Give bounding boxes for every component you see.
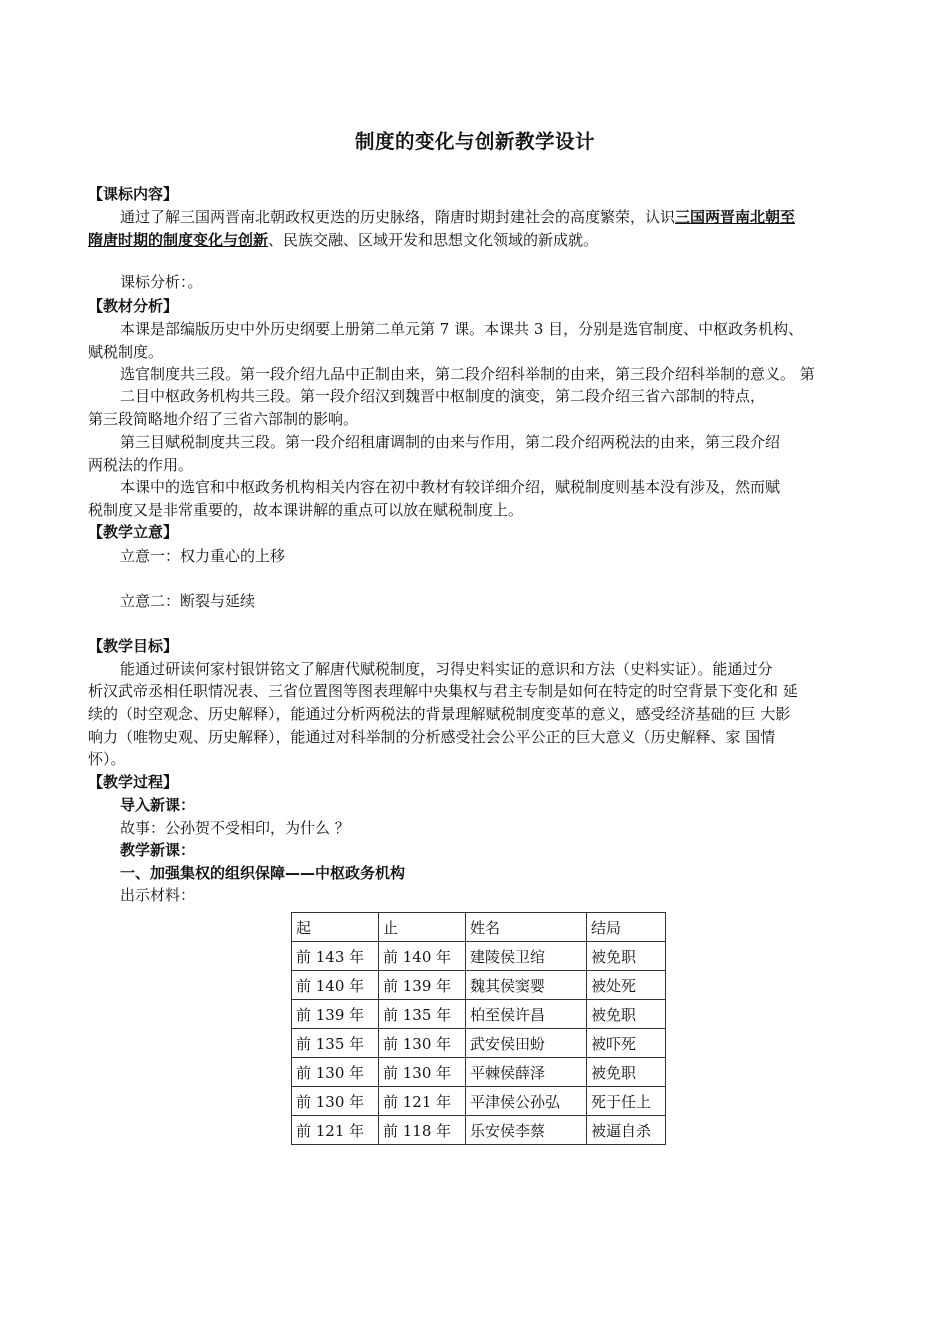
table-cell: 死于任上 xyxy=(587,1087,666,1116)
table-header-cell: 起 xyxy=(292,913,379,942)
textbook-line: 第三目赋税制度共三段。第一段介绍租庸调制的由来与作用，第二段介绍两税法的由来，第三段介绍 xyxy=(120,433,781,451)
table-cell: 前 140 年 xyxy=(379,942,466,971)
table-cell: 前 135 年 xyxy=(292,1029,379,1058)
table-cell: 被逼自杀 xyxy=(587,1116,666,1145)
goals-line: 怀）。 xyxy=(88,750,126,768)
table-cell: 前 139 年 xyxy=(379,971,466,1000)
table-header-cell: 止 xyxy=(379,913,466,942)
table-header-cell: 姓名 xyxy=(466,913,587,942)
process-heading: 【教学过程】 xyxy=(88,773,179,791)
new-lesson-label: 教学新课： xyxy=(120,841,196,859)
goals-line: 能通过研读何家村银饼铭文了解唐代赋税制度，习得史料实证的意识和方法（史料实证）。能通过分 xyxy=(120,660,773,678)
textbook-line: 两税法的作用。 xyxy=(88,456,194,474)
table-header-row xyxy=(292,913,666,942)
table-cell: 前 143 年 xyxy=(292,942,379,971)
table-cell: 前 130 年 xyxy=(292,1058,379,1087)
table-row xyxy=(292,1000,666,1029)
table-cell: 被免职 xyxy=(587,1000,666,1029)
table-header-cell: 结局 xyxy=(587,913,666,942)
table-cell: 前 139 年 xyxy=(292,1000,379,1029)
table-cell: 被处死 xyxy=(587,971,666,1000)
page-title: 制度的变化与创新教学设计 xyxy=(354,130,595,153)
table-cell: 平棘侯薛泽 xyxy=(466,1058,587,1087)
chancellor-table xyxy=(291,912,666,1145)
table-cell: 建陵侯卫绾 xyxy=(466,942,587,971)
table-cell: 武安侯田蚡 xyxy=(466,1029,587,1058)
goals-line: 析汉武帝丞相任职情况表、三省位置图等图表理解中央集权与君主专制是如何在特定的时空背景下变化和 延 xyxy=(88,682,798,700)
table-row xyxy=(292,1058,666,1087)
curriculum-text-1: 通过了解三国两晋南北朝政权更迭的历史脉络，隋唐时期封建社会的高度繁荣，认识 xyxy=(120,208,676,226)
curriculum-line-2 xyxy=(88,230,598,250)
table-cell: 前 121 年 xyxy=(379,1087,466,1116)
curriculum-heading: 【课标内容】 xyxy=(88,185,179,203)
table-cell: 被吓死 xyxy=(587,1029,666,1058)
intent-item: 立意二：断裂与延续 xyxy=(120,592,256,610)
intent-heading: 【教学立意】 xyxy=(88,523,179,541)
textbook-line: 选官制度共三段。第一段介绍九品中正制由来，第二段介绍科举制的由来，第三段介绍科举制的意义。 第 xyxy=(120,365,815,383)
table-row xyxy=(292,1116,666,1145)
table-cell: 被免职 xyxy=(587,942,666,971)
table-row xyxy=(292,971,666,1000)
textbook-line: 本课中的选官和中枢政务机构相关内容在初中教材有较详细介绍，赋税制度则基本没有涉及，然而赋 xyxy=(120,478,781,496)
table-cell: 前 121 年 xyxy=(292,1116,379,1145)
table-cell: 前 118 年 xyxy=(379,1116,466,1145)
curriculum-line-1 xyxy=(120,207,795,227)
textbook-line: 二目中枢政务机构共三段。第一段介绍汉到魏晋中枢制度的演变，第二段介绍三省六部制的特点， xyxy=(120,387,766,405)
table-cell: 前 130 年 xyxy=(379,1029,466,1058)
table-cell: 前 130 年 xyxy=(292,1087,379,1116)
table-row xyxy=(292,942,666,971)
table-cell: 前 130 年 xyxy=(379,1058,466,1087)
table-cell: 柏至侯许昌 xyxy=(466,1000,587,1029)
table-cell: 乐安侯李蔡 xyxy=(466,1116,587,1145)
textbook-line: 本课是部编版历史中外历史纲要上册第二单元第 7 课。本课共 3 目，分别是选官制度、中枢政务机构、 xyxy=(120,320,804,338)
curriculum-analysis: 课标分析：。 xyxy=(120,273,203,291)
material-label: 出示材料： xyxy=(120,886,196,904)
table-row xyxy=(292,1087,666,1116)
story-line: 故事：公孙贺不受相印，为什么 ？ xyxy=(120,819,350,837)
textbook-line: 第三段简略地介绍了三省六部制的影响。 xyxy=(88,410,359,428)
textbook-heading: 【教材分析】 xyxy=(88,297,179,315)
part-one-heading: 一、加强集权的组织保障——中枢政务机构 xyxy=(120,864,406,882)
intro-label: 导入新课： xyxy=(120,796,196,814)
table-cell: 前 135 年 xyxy=(379,1000,466,1029)
curriculum-text-2: 、民族交融、区域开发和思想文化领域的新成就。 xyxy=(268,231,599,249)
table-cell: 平津侯公孙弘 xyxy=(466,1087,587,1116)
curriculum-underline-1: 三国两晋南北朝至 xyxy=(675,208,796,226)
intent-item: 立意一：权力重心的上移 xyxy=(120,547,286,565)
goals-line: 响力（唯物史观、历史解释），能通过对科举制的分析感受社会公平公正的巨大意义（历史解释、家 国情 xyxy=(88,728,776,746)
textbook-line: 税制度又是非常重要的，故本课讲解的重点可以放在赋税制度上。 xyxy=(88,501,524,519)
table-cell: 魏其侯窦婴 xyxy=(466,971,587,1000)
table-row xyxy=(292,1029,666,1058)
curriculum-underline-2: 隋唐时期的制度变化与创新 xyxy=(88,231,269,249)
table-cell: 前 140 年 xyxy=(292,971,379,1000)
goals-heading: 【教学目标】 xyxy=(88,637,179,655)
goals-line: 续的（时空观念、历史解释），能通过分析两税法的背景理解赋税制度变革的意义，感受经济基础的巨 大影 xyxy=(88,705,791,723)
table-cell: 被免职 xyxy=(587,1058,666,1087)
textbook-line: 赋税制度。 xyxy=(88,343,164,361)
